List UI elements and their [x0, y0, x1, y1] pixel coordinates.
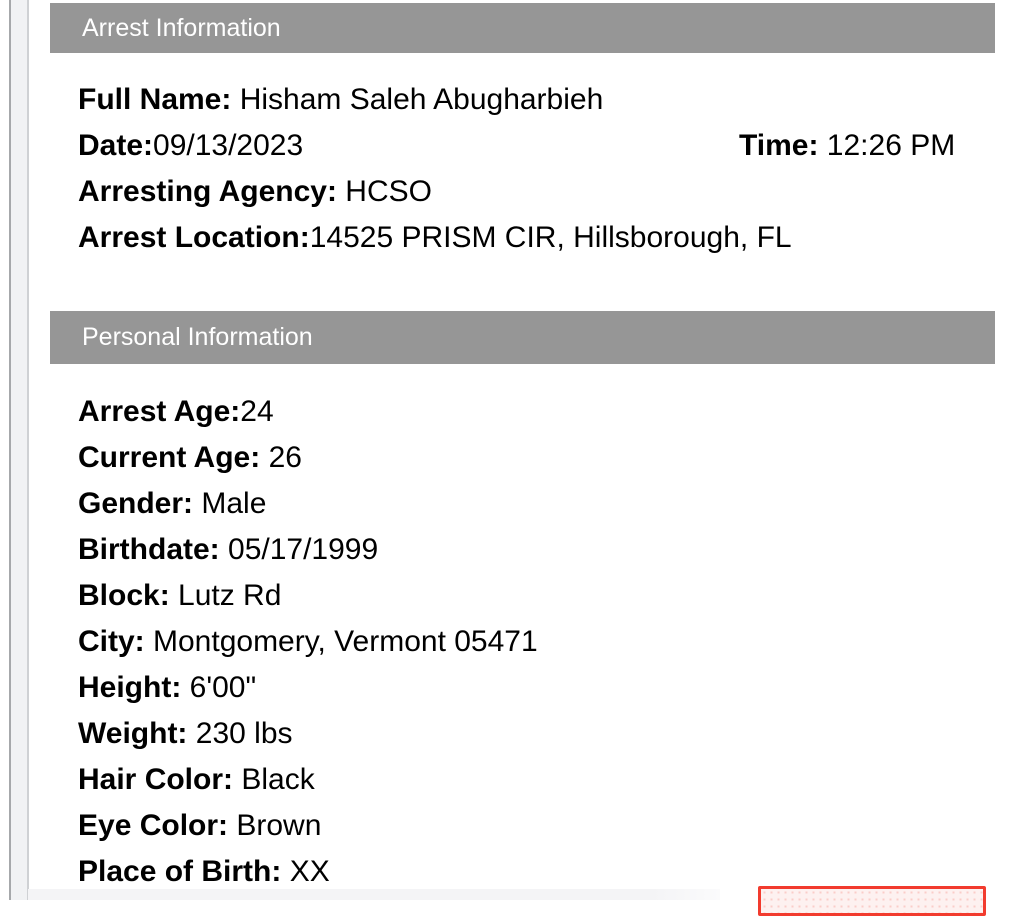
field-value: Montgomery, Vermont 05471: [144, 625, 538, 658]
field-value: 6'00": [181, 671, 257, 704]
field-value: Male: [193, 487, 267, 520]
page-gutter: [11, 0, 27, 900]
field-label: Full Name:: [78, 83, 232, 116]
field-label: Arresting Agency:: [78, 175, 337, 208]
selection-highlight-box: [758, 886, 986, 916]
field-label: City:: [78, 625, 145, 658]
field-label: Arrest Age:: [78, 395, 241, 428]
field-value: 05/17/1999: [219, 533, 379, 566]
section-header-personal-information: Personal Information: [50, 311, 995, 364]
field-label: Weight:: [78, 717, 188, 750]
field-value: 24: [240, 395, 274, 428]
field-value: 09/13/2023: [153, 129, 304, 162]
field-row-full-name: [78, 77, 998, 123]
next-section-edge: [28, 889, 720, 900]
field-label: Hair Color:: [78, 763, 234, 796]
field-row-gender: [78, 481, 998, 527]
field-row-height: [78, 665, 998, 711]
field-value: Hisham Saleh Abugharbieh: [231, 83, 604, 116]
field-label: Birthdate:: [78, 533, 220, 566]
field-value: 230 lbs: [187, 717, 293, 750]
field-row-date: [78, 123, 998, 169]
field-row-block: [78, 573, 998, 619]
section-header-arrest-information: Arrest Information: [50, 3, 995, 53]
field-row-eye-color: [78, 803, 998, 849]
field-row-city: [78, 619, 998, 665]
field-value: Lutz Rd: [169, 579, 282, 612]
field-row-arrest-location: [78, 215, 998, 261]
field-label: Current Age:: [78, 441, 261, 474]
field-row-weight: [78, 711, 998, 757]
field-label: Height:: [78, 671, 182, 704]
field-row-arrest-age: [78, 389, 998, 435]
field-value: 12:26 PM: [818, 129, 956, 162]
field-row-arresting-agency: [78, 169, 998, 215]
field-row-birthdate: [78, 527, 998, 573]
field-row-time: [739, 123, 955, 169]
field-row-hair-color: [78, 757, 998, 803]
content-edge-line: [27, 0, 29, 900]
field-value: 26: [260, 441, 302, 474]
field-value: XX: [281, 855, 330, 888]
field-label: Eye Color:: [78, 809, 229, 842]
field-label: Block:: [78, 579, 170, 612]
field-label: Time:: [739, 129, 819, 162]
field-label: Date:: [78, 129, 154, 162]
field-value: Brown: [228, 809, 322, 842]
field-label: Place of Birth:: [78, 855, 282, 888]
field-value: 14525 PRISM CIR, Hillsborough, FL: [309, 221, 792, 254]
personal-information-fields: [78, 389, 998, 895]
arrest-information-fields: [78, 77, 998, 261]
field-label: Gender:: [78, 487, 194, 520]
field-row-current-age: [78, 435, 998, 481]
field-label: Arrest Location:: [78, 221, 310, 254]
field-value: Black: [233, 763, 315, 796]
field-value: HCSO: [336, 175, 432, 208]
